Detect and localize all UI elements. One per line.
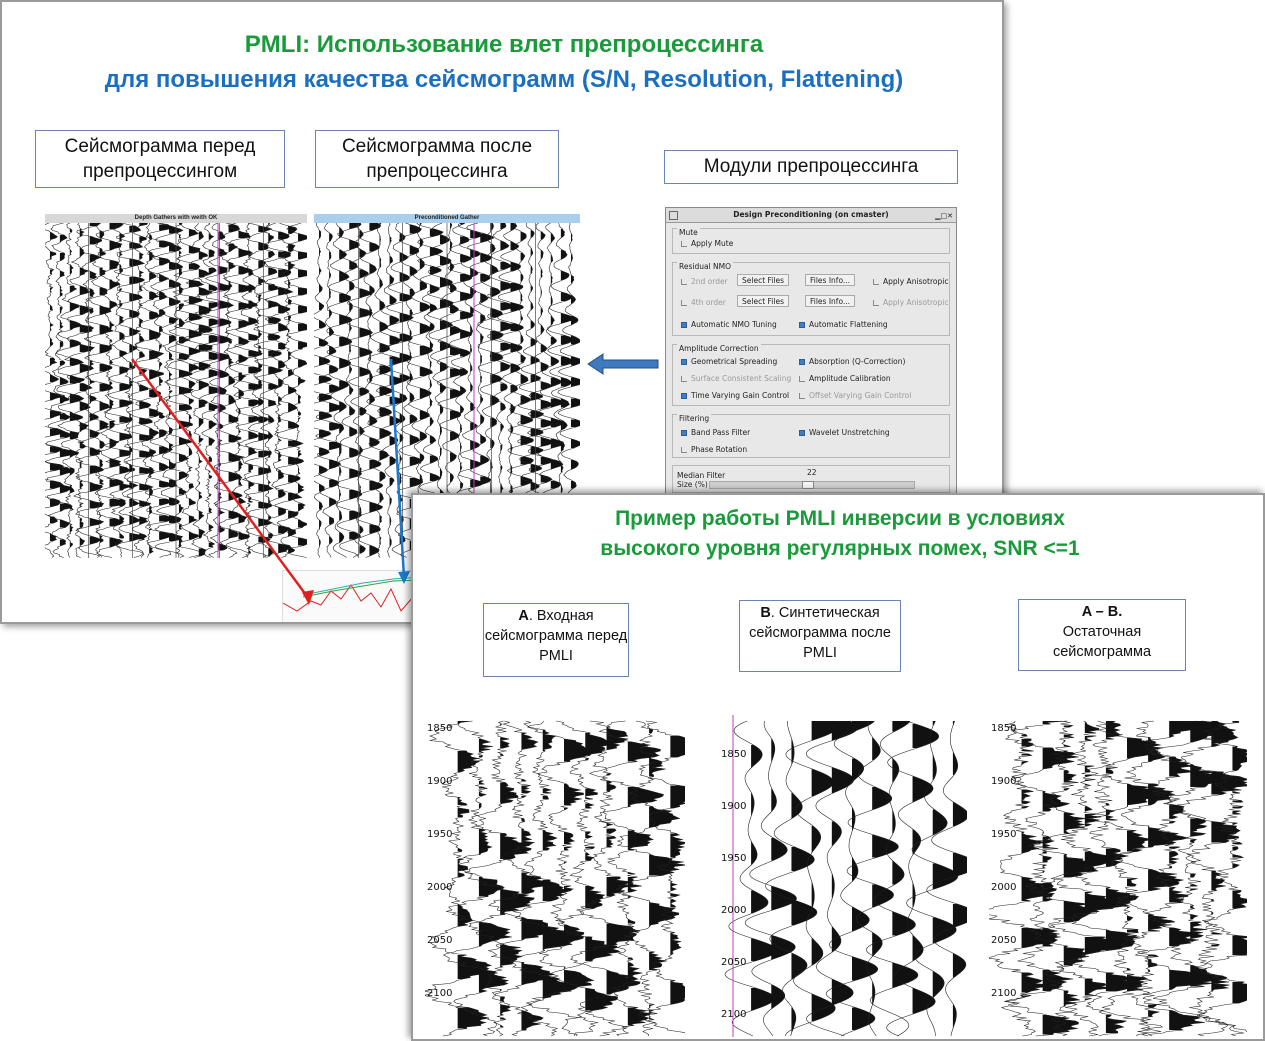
trace-fill xyxy=(751,745,777,1011)
label-c-letters: A – B. xyxy=(1081,604,1123,620)
depth-axis-label: 1950 xyxy=(721,853,747,864)
depth-axis-label: 1900 xyxy=(721,801,747,812)
depth-axis-label: 2050 xyxy=(721,957,747,968)
design-preconditioning-dialog xyxy=(665,207,957,497)
surface-consistent-checkbox[interactable] xyxy=(681,374,791,383)
group-residual-nmo-title: Residual NMO xyxy=(679,262,732,271)
label-modules-text: Модули препроцессинга xyxy=(703,156,919,177)
apply-mute-label: Apply Mute xyxy=(691,239,734,248)
seismogram-b-wiggles xyxy=(719,715,967,1037)
surface-consistent-label: Surface Consistent Scaling xyxy=(691,374,792,383)
automatic-flattening-box[interactable] xyxy=(799,322,805,328)
depth-axis-label: 2000 xyxy=(991,882,1017,893)
label-b-text: . Синтетическая сейсмограмма после PMLI xyxy=(749,605,891,661)
fourth-order-box[interactable] xyxy=(681,300,687,306)
apply-anisotropic-checkbox-2[interactable] xyxy=(873,298,948,307)
offset-varying-box[interactable] xyxy=(799,393,805,399)
automatic-nmo-tuning-label: Automatic NMO Tuning xyxy=(691,320,777,329)
seismogram-c-wiggles xyxy=(989,715,1247,1037)
left-block-arrow xyxy=(588,354,658,374)
files-info-button-2[interactable]: Files Info... xyxy=(805,295,855,307)
depth-axis-label: 1950 xyxy=(427,829,453,840)
trace-fill xyxy=(1127,738,1167,992)
group-amplitude-correction xyxy=(672,344,950,406)
band-pass-checkbox[interactable] xyxy=(681,428,750,437)
dialog-title: Design Preconditioning (on cmaster) xyxy=(733,210,889,219)
trace-line xyxy=(785,721,837,1036)
group-filtering xyxy=(672,414,950,458)
red-arrow-head xyxy=(302,590,314,605)
slide1-title-line2: для повышения качества сейсмограмм (S/N, Resolution, Flattening) xyxy=(104,66,904,93)
depth-axis-label: 2050 xyxy=(427,935,453,946)
time-varying-label: Time Varying Gain Control xyxy=(691,391,790,400)
apply-anisotropic-box-1[interactable] xyxy=(873,279,879,285)
apply-mute-checkbox[interactable] xyxy=(681,239,733,248)
label-b-letter: B xyxy=(760,605,771,621)
group-filtering-title: Filtering xyxy=(679,414,710,423)
offset-varying-checkbox[interactable] xyxy=(799,391,911,400)
depth-axis-label: 2050 xyxy=(991,935,1017,946)
blue-arrow-head xyxy=(398,571,410,584)
group-median-filter xyxy=(672,465,950,493)
seismogram-c-panel xyxy=(989,715,1247,1037)
second-order-label: 2nd order xyxy=(691,277,728,286)
surface-consistent-box[interactable] xyxy=(681,376,687,382)
label-b-synthetic xyxy=(739,600,901,672)
depth-axis-label: 1900 xyxy=(427,776,453,787)
apply-anisotropic-box-2[interactable] xyxy=(873,300,879,306)
slide2-title-line1: Пример работы PMLI инверсии в условиях xyxy=(615,507,1065,530)
median-size-label: Size (%) xyxy=(677,480,708,489)
window-menu-icon[interactable] xyxy=(669,211,678,220)
second-order-checkbox[interactable] xyxy=(681,277,728,286)
apply-anisotropic-label-2: Apply Anisotropic xyxy=(883,298,949,307)
apply-mute-box[interactable] xyxy=(681,241,687,247)
dialog-titlebar xyxy=(666,208,956,223)
wavelet-unstretching-checkbox[interactable] xyxy=(799,428,890,437)
fourth-order-checkbox[interactable] xyxy=(681,298,726,307)
time-varying-checkbox[interactable] xyxy=(681,391,789,400)
label-c-residual xyxy=(1018,599,1186,671)
phase-rotation-checkbox[interactable] xyxy=(681,445,747,454)
seismogram-a-panel xyxy=(425,715,685,1037)
depth-axis-label: 2100 xyxy=(427,988,453,999)
depth-axis-label: 2000 xyxy=(721,905,747,916)
median-filter-label: Median Filter xyxy=(677,471,726,480)
label-after-text: Сейсмограмма после препроцессинга xyxy=(341,136,533,182)
slide1-title-line1: PMLI: Использование влет препроцессинга xyxy=(244,31,764,58)
close-icon[interactable]: ✕ xyxy=(947,212,953,220)
label-c-text: Остаточная сейсмограмма xyxy=(1052,624,1152,660)
depth-axis-label: 1850 xyxy=(721,749,747,760)
group-amplitude-title: Amplitude Correction xyxy=(679,344,759,353)
depth-axis-label: 1900 xyxy=(991,776,1017,787)
files-info-button-1[interactable]: Files Info... xyxy=(805,274,855,286)
offset-varying-label: Offset Varying Gain Control xyxy=(809,391,912,400)
window-controls xyxy=(935,209,953,223)
depth-axis-label: 1850 xyxy=(427,723,453,734)
geometrical-spreading-box[interactable] xyxy=(681,359,687,365)
group-residual-nmo xyxy=(672,262,950,336)
absorption-box[interactable] xyxy=(799,359,805,365)
wavelet-unstretching-box[interactable] xyxy=(799,430,805,436)
amplitude-calibration-checkbox[interactable] xyxy=(799,374,891,383)
median-slider-track[interactable] xyxy=(709,481,915,489)
seismogram-b-panel xyxy=(719,715,967,1037)
trace-fill xyxy=(1232,721,1247,1003)
automatic-nmo-tuning-checkbox[interactable] xyxy=(681,320,777,329)
maximize-icon[interactable]: □ xyxy=(940,212,948,220)
gather-after-title: Preconditioned Gather xyxy=(314,214,580,223)
median-value: 22 xyxy=(807,468,817,477)
slide-pmli-example xyxy=(411,493,1265,1041)
blue-arrow xyxy=(391,359,404,577)
trace-fill xyxy=(812,721,838,1021)
geometrical-spreading-checkbox[interactable] xyxy=(681,357,777,366)
depth-axis-label: 1850 xyxy=(991,723,1017,734)
time-varying-box[interactable] xyxy=(681,393,687,399)
median-slider-handle[interactable] xyxy=(802,481,814,489)
label-a-text: . Входная сейсмограмма перед PMLI xyxy=(484,608,628,664)
select-files-button-1[interactable]: Select Files xyxy=(737,274,789,286)
depth-axis-label: 2100 xyxy=(991,988,1017,999)
trace-fill xyxy=(852,721,878,1030)
label-a-letter: A xyxy=(518,608,529,624)
second-order-box[interactable] xyxy=(681,279,687,285)
absorption-checkbox[interactable] xyxy=(799,357,905,366)
label-before-text: Сейсмограмма перед препроцессингом xyxy=(64,136,256,182)
gather-before-title: Depth Gathers with weith OK xyxy=(45,214,307,223)
depth-axis-label: 2100 xyxy=(721,1009,747,1020)
phase-rotation-box[interactable] xyxy=(681,447,687,453)
red-arrow xyxy=(132,359,309,599)
seismogram-a-wiggles xyxy=(425,715,685,1037)
select-files-button-2[interactable]: Select Files xyxy=(737,295,789,307)
automatic-flattening-label: Automatic Flattening xyxy=(809,320,888,329)
minimize-icon[interactable]: ▁ xyxy=(935,212,941,220)
trace-fill xyxy=(585,733,620,1011)
automatic-nmo-tuning-box[interactable] xyxy=(681,322,687,328)
absorption-label: Absorption (Q-Correction) xyxy=(809,357,906,366)
trace-fill xyxy=(1022,735,1061,998)
automatic-flattening-checkbox[interactable] xyxy=(799,320,888,329)
label-a-input xyxy=(483,603,629,677)
group-mute-title: Mute xyxy=(679,228,698,237)
geometrical-spreading-label: Geometrical Spreading xyxy=(691,357,778,366)
slide2-title-line2: высокого уровня регулярных помех, SNR <=1 xyxy=(600,537,1080,560)
fourth-order-label: 4th order xyxy=(691,298,726,307)
apply-anisotropic-checkbox-1[interactable] xyxy=(873,277,948,286)
apply-anisotropic-label-1: Apply Anisotropic xyxy=(883,277,949,286)
group-mute xyxy=(672,228,950,254)
band-pass-box[interactable] xyxy=(681,430,687,436)
wavelet-unstretching-label: Wavelet Unstretching xyxy=(809,428,890,437)
depth-axis-label: 1950 xyxy=(991,829,1017,840)
band-pass-label: Band Pass Filter xyxy=(691,428,751,437)
trace-fill xyxy=(953,721,967,1029)
amplitude-calibration-label: Amplitude Calibration xyxy=(809,374,891,383)
phase-rotation-label: Phase Rotation xyxy=(691,445,748,454)
amplitude-calibration-box[interactable] xyxy=(799,376,805,382)
trace-line xyxy=(444,721,512,1036)
depth-axis-label: 2000 xyxy=(427,882,453,893)
